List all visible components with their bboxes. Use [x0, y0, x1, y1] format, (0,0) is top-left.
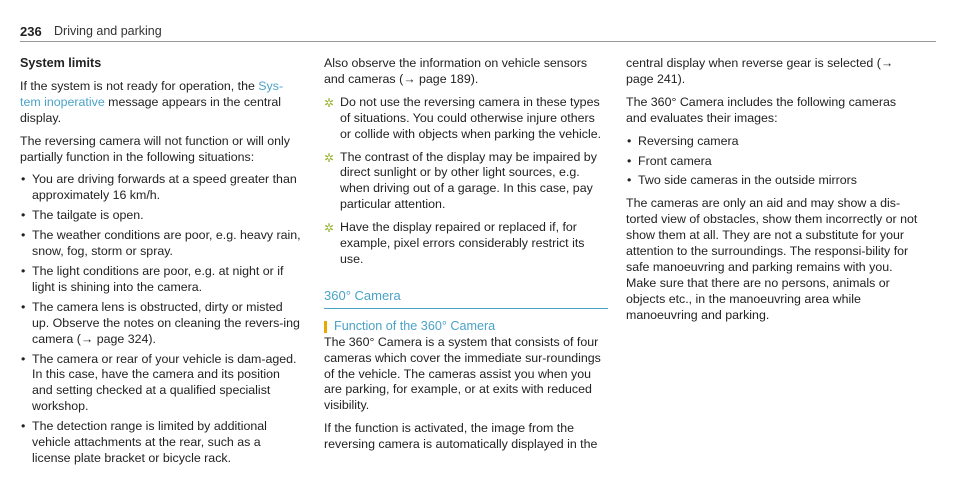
system-limits-heading: System limits — [20, 56, 102, 70]
bullet-icon: • — [21, 172, 26, 187]
sensors-paragraph: Also observe the information on vehicle sensors and cameras (→ page 189). — [324, 56, 588, 86]
intro-paragraph: If the system is not ready for operation, the Sys-tem inoperative message appears in the central display. — [20, 78, 284, 125]
list-item: • The camera or rear of your vehicle is dam-aged. In this case, have the camera and its position and setting checked at a qualified specialist workshop. — [21, 351, 297, 414]
section-title: 360° Camera — [324, 288, 608, 309]
bullet-icon: • — [627, 153, 632, 168]
list-item: • The camera lens is obstructed, dirty or misted up. Observe the notes on cleaning the revers-ing camera (→ page 324). — [21, 299, 300, 346]
lightbulb-icon: ✲ — [324, 221, 335, 236]
function-heading: Function of the 360° Camera — [324, 319, 608, 335]
heading-marker — [324, 321, 327, 333]
note-3: ✲ Have the display repaired or replaced if, for example, pixel errors considerably restrict its use. — [324, 220, 585, 266]
page-header — [20, 24, 936, 40]
page-number: 236 — [20, 24, 42, 39]
function-paragraph-1: The 360° Camera is a system that consists of four cameras which cover the immediate sur-roundings of the vehicle. The cameras assist you when you are parking, for example, or at exits with reduced visibility. — [324, 334, 601, 413]
bullet-icon: • — [627, 133, 632, 148]
column-middle — [324, 56, 608, 460]
column-right — [626, 56, 918, 331]
system-inoperative-message: Sys-tem inoperative — [20, 78, 284, 109]
bullet-icon: • — [21, 419, 26, 434]
list-item: • Front camera — [627, 153, 712, 168]
list-item: • The light conditions are poor, e.g. at night or if light is shining into the camera. — [21, 263, 284, 294]
limits-list — [20, 172, 302, 466]
list-item: • Two side cameras in the outside mirrors — [627, 173, 857, 188]
running-title: Driving and parking — [54, 24, 162, 38]
bullet-icon: • — [21, 208, 26, 223]
central-display-paragraph: central display when reverse gear is selected (→ page 241). — [626, 56, 894, 86]
header-rule — [20, 41, 936, 42]
cameras-aid-paragraph: The cameras are only an aid and may show a dis-torted view of obstacles, show them incorrectly or not show them at all. They are not a substitute for your attention to the surroundings. The responsi-bility for safe manoeuvring and parking remains with you. Make sure that there are no persons, animals or objects etc., in the manoeuvring area while manoeuvring and parking. — [626, 196, 918, 322]
cameras-list — [626, 134, 918, 190]
lightbulb-icon: ✲ — [324, 95, 335, 110]
bullet-icon: • — [21, 228, 26, 243]
note-2: ✲ The contrast of the display may be impaired by direct sunlight or by other light sources, e.g. when driving out of a garage. In this case, pay particular attention. — [324, 149, 597, 212]
column-left — [20, 56, 302, 474]
bullet-icon: • — [21, 351, 26, 366]
list-item: • Reversing camera — [627, 133, 739, 148]
section-360-camera — [324, 288, 608, 453]
note-1: ✲ Do not use the reversing camera in these types of situations. You could otherwise injure others or collide with objects when parking the vehicle. — [324, 94, 602, 141]
list-item: • The tailgate is open. — [21, 208, 144, 223]
bullet-icon: • — [21, 263, 26, 278]
function-paragraph-2: If the function is activated, the image from the reversing camera is automatically displayed in the — [324, 421, 598, 452]
list-item: • The weather conditions are poor, e.g. heavy rain, snow, fog, storm or spray. — [21, 228, 301, 259]
lightbulb-icon: ✲ — [324, 150, 335, 165]
bullet-icon: • — [21, 299, 26, 314]
reversing-camera-limits-paragraph: The reversing camera will not function or will only partially function in the following situations: — [20, 133, 290, 164]
bullet-icon: • — [627, 173, 632, 188]
list-item: • The detection range is limited by additional vehicle attachments at the rear, such as a license plate bracket or bicycle rack. — [21, 419, 267, 465]
cameras-intro-paragraph: The 360° Camera includes the following cameras and evaluates their images: — [626, 94, 897, 125]
list-item: • You are driving forwards at a speed greater than approximately 16 km/h. — [21, 172, 297, 203]
